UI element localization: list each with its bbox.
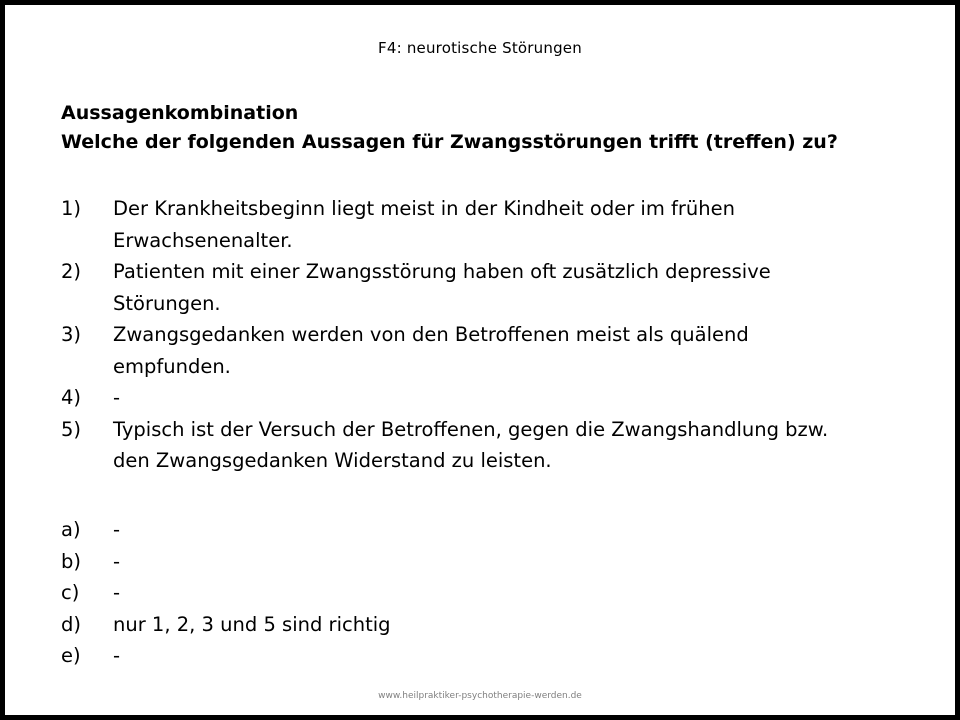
answer-letter: c) [61,581,80,604]
statement-line: Zwangsgedanken werden von den Betroffenen meist als quälend [113,323,749,346]
answer-text: - [113,581,121,604]
statement-line: Erwachsenenalter. [113,228,293,252]
answer-letter: e) [61,644,81,667]
statement-item [61,414,941,477]
statement-item [61,382,941,414]
statement-list [61,193,941,477]
answer-option-e [61,640,941,672]
answer-option-b [61,546,941,578]
answer-letter: a) [61,518,81,541]
statement-item [61,193,941,256]
answer-text: - [113,518,121,541]
statement-item [61,319,941,382]
statement-line: - [113,386,121,409]
slide [5,5,955,715]
answer-option-a [61,514,941,546]
statement-number: 4) [61,386,82,409]
statement-number: 2) [61,260,82,283]
statement-number: 5) [61,417,82,441]
footer-url: www.heilpraktiker-psychotherapie-werden.de [378,691,582,701]
question-title: Aussagenkombination [61,102,299,124]
answer-text: - [113,549,121,573]
answer-option-d [61,609,941,641]
question-block [61,99,941,157]
question-text: Welche der folgenden Aussagen für Zwangsstörungen trifft (treffen) zu? [61,131,838,153]
answer-text: nur 1, 2, 3 und 5 sind richtig [113,612,391,636]
statement-line: Typisch ist der Versuch der Betroffenen, gegen die Zwangshandlung bzw. [113,417,829,441]
statement-line: den Zwangsgedanken Widerstand zu leisten. [113,449,552,472]
answer-option-c [61,577,941,609]
statement-item [61,256,941,319]
answer-options [61,514,941,672]
answer-text: - [113,644,121,667]
statement-line: Störungen. [113,291,221,315]
answer-letter: b) [61,549,81,573]
statement-number: 1) [61,197,82,220]
answer-letter: d) [61,612,81,636]
statement-line: Der Krankheitsbeginn liegt meist in der Kindheit oder im frühen [113,197,735,220]
statement-line: Patienten mit einer Zwangsstörung haben oft zusätzlich depressive [113,260,771,283]
slide-header: F4: neurotische Störungen [378,39,582,57]
statement-number: 3) [61,323,82,346]
statement-line: empfunden. [113,354,231,378]
